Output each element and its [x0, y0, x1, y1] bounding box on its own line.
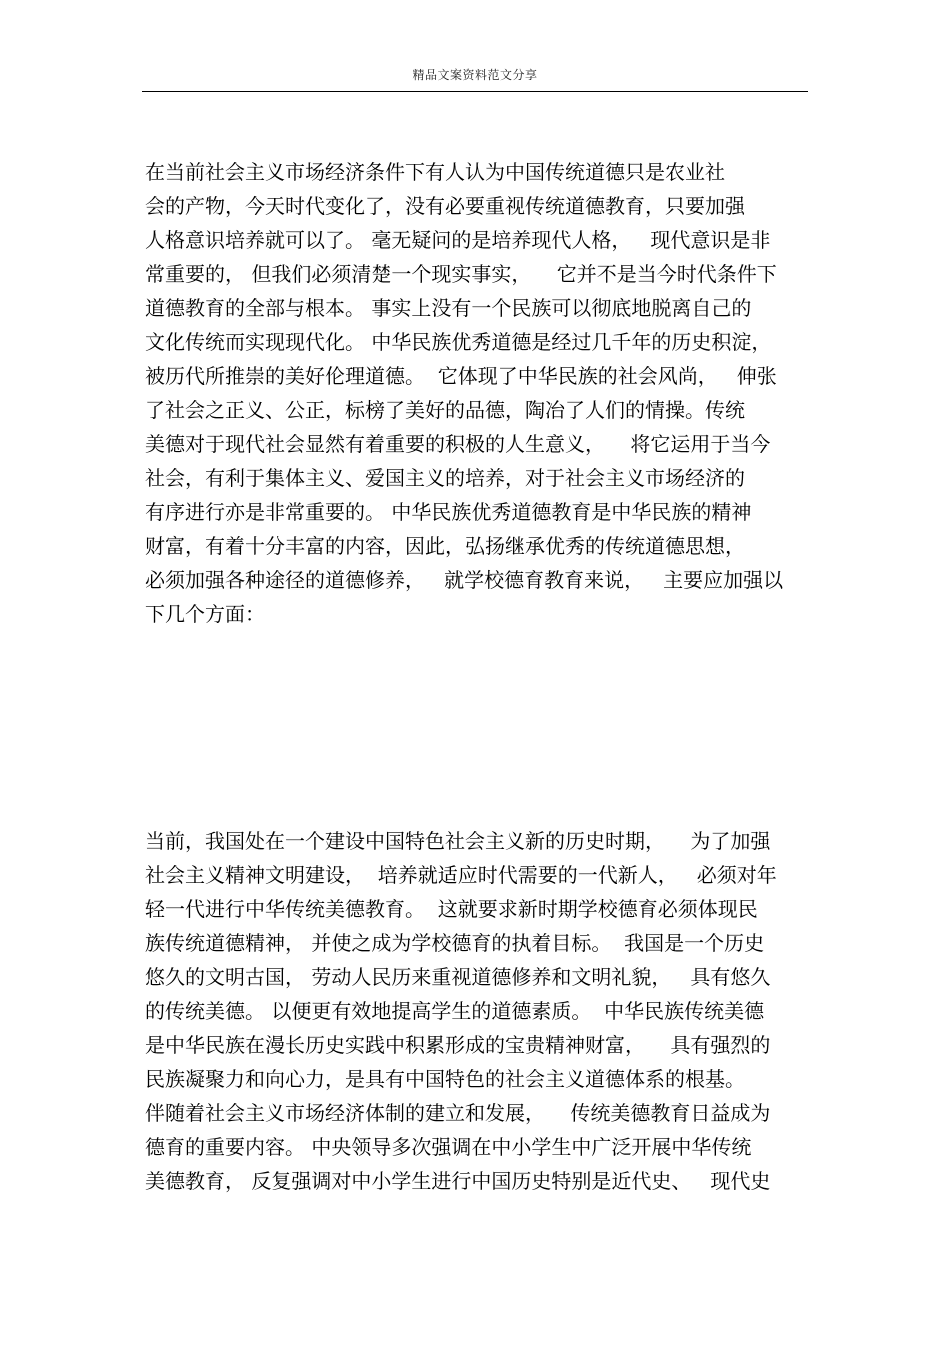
paragraph-line: 的传统美德。 以便更有效地提高学生的道德素质。 中华民族传统美德	[145, 999, 765, 1023]
paragraph-line: 财富，有着十分丰富的内容，因此，弘扬继承优秀的传统道德思想，	[145, 534, 745, 558]
paragraph-traditional-morality	[145, 155, 810, 631]
paragraph-line: 常重要的， 但我们必须清楚一个现实事实， 它并不是当今时代条件下	[145, 262, 777, 286]
paragraph-line: 德育的重要内容。 中央领导多次强调在中小学生中广泛开展中华传统	[145, 1135, 752, 1159]
header-divider	[142, 91, 808, 92]
paragraph-line: 会的产物，今天时代变化了，没有必要重视传统道德教育，只要加强	[145, 194, 745, 218]
paragraph-line: 社会，有利于集体主义、爱国主义的培养，对于社会主义市场经济的	[145, 466, 745, 490]
paragraph-line: 民族凝聚力和向心力，是具有中国特色的社会主义道德体系的根基。	[145, 1067, 745, 1091]
paragraph-line: 族传统道德精神， 并使之成为学校德育的执着目标。 我国是一个历史	[145, 931, 765, 955]
paragraph-line: 文化传统而实现现代化。 中华民族优秀道德是经过几千年的历史积淀，	[145, 330, 772, 354]
paragraph-line: 社会主义精神文明建设， 培养就适应时代需要的一代新人， 必须对年	[145, 863, 777, 887]
paragraph-line: 当前，我国处在一个建设中国特色社会主义新的历史时期， 为了加强	[145, 829, 771, 853]
paragraph-line: 被历代所推崇的美好伦理道德。 它体现了中华民族的社会风尚， 伸张	[145, 364, 777, 388]
paragraph-line: 美德教育， 反复强调对中小学生进行中国历史特别是近代史、 现代史	[145, 1169, 771, 1193]
paragraph-line: 美德对于现代社会显然有着重要的积极的人生意义， 将它运用于当今	[145, 432, 771, 456]
paragraph-line: 伴随着社会主义市场经济体制的建立和发展， 传统美德教育日益成为	[145, 1101, 771, 1125]
page-header: 精品文案资料范文分享	[412, 68, 538, 82]
paragraph-line: 轻一代进行中华传统美德教育。 这就要求新时期学校德育必须体现民	[145, 897, 758, 921]
paragraph-line: 了社会之正义、公正，标榜了美好的品德，陶冶了人们的情操。传统	[145, 398, 745, 422]
paragraph-line: 有序进行亦是非常重要的。 中华民族优秀道德教育是中华民族的精神	[145, 500, 752, 524]
paragraph-line: 人格意识培养就可以了。 毫无疑问的是培养现代人格， 现代意识是非	[145, 228, 771, 252]
paragraph-virtue-education	[145, 824, 810, 1198]
paragraph-line: 在当前社会主义市场经济条件下有人认为中国传统道德只是农业社	[145, 160, 725, 184]
paragraph-line: 道德教育的全部与根本。 事实上没有一个民族可以彻底地脱离自己的	[145, 296, 752, 320]
paragraph-line: 必须加强各种途径的道德修养， 就学校德育教育来说， 主要应加强以	[145, 568, 784, 592]
paragraph-line: 悠久的文明古国， 劳动人民历来重视道德修养和文明礼貌， 具有悠久	[145, 965, 771, 989]
paragraph-line: 下几个方面：	[145, 602, 265, 626]
paragraph-line: 是中华民族在漫长历史实践中积累形成的宝贵精神财富， 具有强烈的	[145, 1033, 771, 1057]
